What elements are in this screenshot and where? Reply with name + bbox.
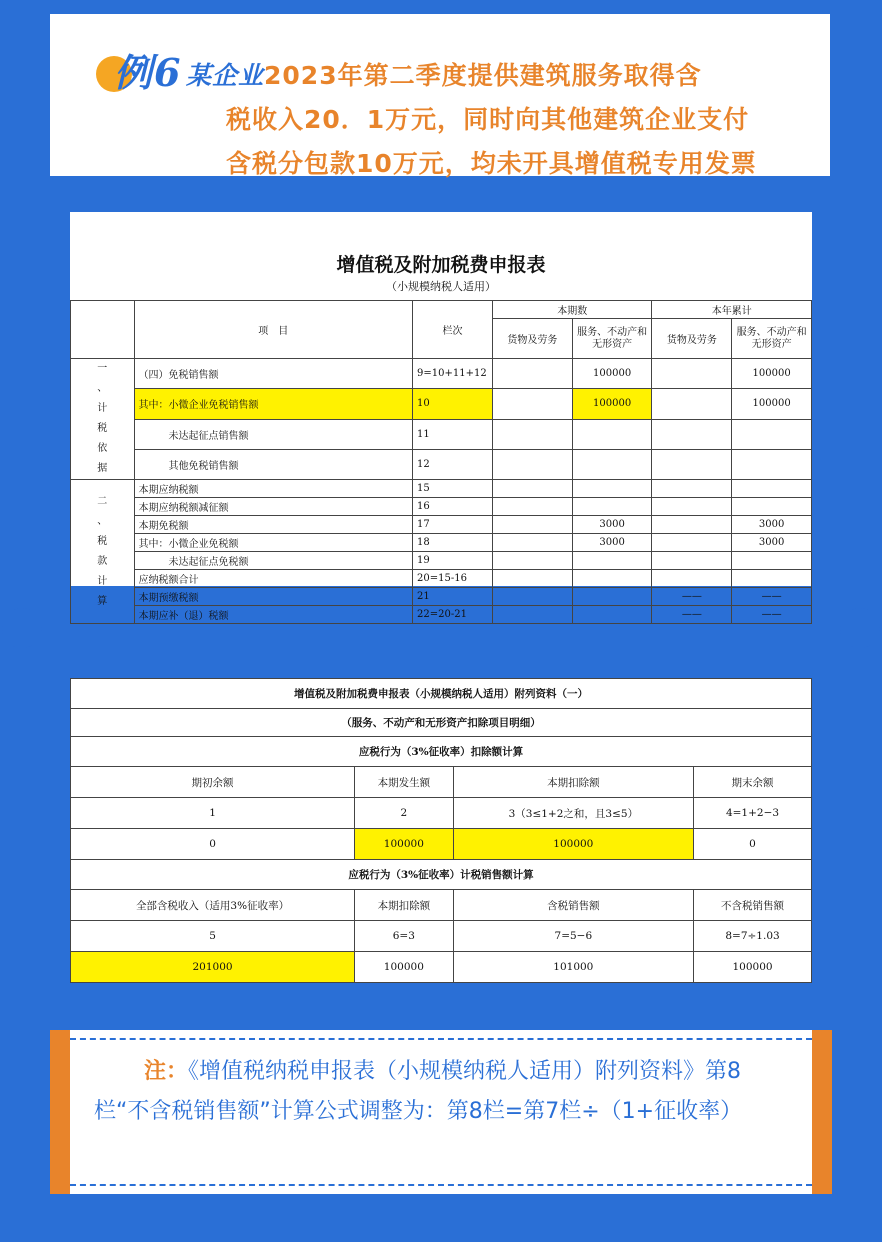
form1-title: 增值税及附加税费申报表	[336, 254, 546, 276]
note-card	[50, 1030, 832, 1194]
form1-col-item: 项 目	[134, 301, 413, 359]
form1-corner	[71, 301, 135, 359]
row-services-ytd	[732, 480, 812, 498]
form2-title: 增值税及附加税费申报表（小规模纳税人适用）附列资料（一）	[71, 679, 812, 709]
form2-b-code: 8=7÷1.03	[694, 921, 812, 952]
row-goods-period	[493, 480, 573, 498]
row-item: 本期应补（退）税额	[134, 606, 413, 624]
declaration-form-card	[50, 194, 832, 622]
row-goods-ytd	[652, 516, 732, 534]
row-services-ytd: ——	[732, 588, 812, 606]
section-char: 计	[97, 403, 108, 414]
row-code: 17	[413, 516, 493, 534]
table-row	[71, 516, 812, 534]
row-item: 本期预缴税额	[134, 588, 413, 606]
row-goods-ytd: ——	[652, 588, 732, 606]
table-row	[71, 570, 812, 588]
row-services-period	[572, 570, 652, 588]
right-notch	[840, 608, 880, 648]
form2-b-value: 100000	[694, 952, 812, 983]
row-code: 20=15-16	[413, 570, 493, 588]
note-text	[94, 1052, 794, 1132]
form2-b-value: 101000	[453, 952, 693, 983]
section-char: 据	[97, 463, 108, 474]
row-services-ytd	[732, 552, 812, 570]
row-item: 其中：小微企业免税销售额	[134, 389, 413, 419]
section-char: 算	[97, 595, 108, 607]
table-row	[71, 552, 812, 570]
table-row	[71, 389, 812, 419]
row-goods-period	[493, 606, 573, 624]
row-services-period: 100000	[572, 359, 652, 389]
row-code: 19	[413, 552, 493, 570]
section-char: 依	[97, 443, 108, 454]
section-char: 税	[97, 535, 108, 547]
form2-a-value: 100000	[355, 829, 454, 860]
form2-a-header: 本期扣除额	[453, 767, 693, 798]
table-row	[71, 534, 812, 552]
row-goods-period	[493, 419, 573, 449]
row-code: 9=10+11+12	[413, 359, 493, 389]
section-char: 一	[97, 363, 108, 374]
form2-a-value: 0	[71, 829, 355, 860]
row-services-ytd: ——	[732, 606, 812, 624]
table-row	[71, 419, 812, 449]
row-services-period	[572, 552, 652, 570]
table-row	[71, 449, 812, 479]
section-char: 款	[97, 555, 108, 567]
attachment-form-card	[50, 660, 832, 1000]
attachment-form-inner	[70, 678, 812, 982]
row-services-period: 3000	[572, 516, 652, 534]
section-char: 税	[97, 423, 108, 434]
headline-line1: 2023年第二季度提供建筑服务取得含	[264, 61, 702, 90]
form2-a-code: 1	[71, 798, 355, 829]
left-notch	[2, 608, 42, 648]
row-goods-ytd	[652, 534, 732, 552]
row-services-ytd: 100000	[732, 359, 812, 389]
table-row	[71, 359, 812, 389]
section-char: 二	[97, 495, 108, 507]
note-label: 注：	[144, 1059, 189, 1084]
row-code: 12	[413, 449, 493, 479]
form2-b-header: 全部含税收入（适用3%征收率）	[71, 890, 355, 921]
row-goods-period	[493, 359, 573, 389]
row-goods-period	[493, 389, 573, 419]
note-dash-top	[70, 1038, 812, 1040]
form2-a-value: 100000	[453, 829, 693, 860]
row-services-period	[572, 606, 652, 624]
declaration-form-inner	[70, 212, 812, 622]
row-item: 未达起征点免税额	[134, 552, 413, 570]
row-services-period: 100000	[572, 389, 652, 419]
form2-a-code: 2	[355, 798, 454, 829]
row-item: （四）免税销售额	[134, 359, 413, 389]
row-goods-ytd	[652, 359, 732, 389]
row-code: 10	[413, 389, 493, 419]
form1-col-services-1: 服务、不动产和无形资产	[572, 319, 652, 359]
form2-b-code: 5	[71, 921, 355, 952]
header-left-bar	[36, 14, 50, 176]
table-row	[71, 588, 812, 606]
row-goods-period	[493, 449, 573, 479]
headline-line2: 税收入20．1万元，同时向其他建筑企业支付	[226, 105, 750, 134]
row-goods-ytd	[652, 552, 732, 570]
row-item: 本期应纳税额	[134, 480, 413, 498]
section-tax-basis	[71, 359, 135, 480]
form2-b-value: 201000	[71, 952, 355, 983]
form2-a-header: 期末余额	[694, 767, 812, 798]
note-right-bar	[812, 1030, 832, 1194]
form2-a-header: 期初余额	[71, 767, 355, 798]
form1-col-ytd: 本年累计	[652, 301, 812, 319]
note-dash-bottom	[70, 1184, 812, 1186]
row-code: 16	[413, 498, 493, 516]
note-left-bar	[50, 1030, 70, 1194]
row-goods-period	[493, 552, 573, 570]
row-item: 应纳税额合计	[134, 570, 413, 588]
form2-b-header: 含税销售额	[453, 890, 693, 921]
table-row	[71, 498, 812, 516]
row-item: 本期应纳税额减征额	[134, 498, 413, 516]
row-item: 其中：小微企业免税额	[134, 534, 413, 552]
headline-line3: 含税分包款10万元，均未开具增值税专用发票	[226, 149, 757, 178]
header-card	[36, 14, 844, 176]
attachment-form	[70, 678, 812, 982]
row-goods-ytd	[652, 449, 732, 479]
row-code: 18	[413, 534, 493, 552]
form1-table	[70, 300, 812, 624]
form2-table	[70, 678, 812, 983]
row-services-period	[572, 588, 652, 606]
table-row	[71, 480, 812, 498]
form1-col-period: 本期数	[493, 301, 652, 319]
note-body: 《增值税纳税申报表（小规模纳税人适用）附列资料》第8栏“不含税销售额”计算公式调整为：第8栏=第7栏÷（1+征收率）	[94, 1059, 743, 1124]
row-services-period	[572, 480, 652, 498]
row-item: 其他免税销售额	[134, 449, 413, 479]
row-code: 11	[413, 419, 493, 449]
form2-b-code: 7=5−6	[453, 921, 693, 952]
row-code: 22=20-21	[413, 606, 493, 624]
form2-a-header: 本期发生额	[355, 767, 454, 798]
form1-col-goods-1: 货物及劳务	[493, 319, 573, 359]
row-services-ytd	[732, 498, 812, 516]
row-goods-ytd	[652, 419, 732, 449]
form1-col-services-2: 服务、不动产和无形资产	[732, 319, 812, 359]
row-services-period	[572, 419, 652, 449]
row-item: 本期免税额	[134, 516, 413, 534]
form1-col-code: 栏次	[413, 301, 493, 359]
row-services-ytd: 3000	[732, 516, 812, 534]
row-code: 15	[413, 480, 493, 498]
form1-col-goods-2: 货物及劳务	[652, 319, 732, 359]
row-services-ytd: 3000	[732, 534, 812, 552]
row-services-ytd	[732, 449, 812, 479]
table-row	[71, 606, 812, 624]
section-char: 、	[97, 515, 108, 527]
row-services-ytd	[732, 570, 812, 588]
badge-text: 例6	[114, 50, 183, 95]
form2-subtitle: （服务、不动产和无形资产扣除项目明细）	[71, 709, 812, 737]
row-services-ytd: 100000	[732, 389, 812, 419]
row-code: 21	[413, 588, 493, 606]
declaration-form	[70, 212, 812, 622]
row-goods-period	[493, 534, 573, 552]
row-goods-period	[493, 588, 573, 606]
row-services-period: 3000	[572, 534, 652, 552]
row-goods-period	[493, 570, 573, 588]
form2-a-value: 0	[694, 829, 812, 860]
form2-section-b: 应税行为（3%征收率）计税销售额计算	[71, 860, 812, 890]
row-goods-period	[493, 516, 573, 534]
section-tax-calc	[71, 480, 135, 624]
form2-b-header: 本期扣除额	[355, 890, 454, 921]
row-goods-period	[493, 498, 573, 516]
section-char: 计	[97, 575, 108, 587]
row-goods-ytd: ——	[652, 606, 732, 624]
form1-subtitle: （小规模纳税人适用）	[386, 280, 496, 293]
form2-section-a: 应税行为（3%征收率）扣除额计算	[71, 737, 812, 767]
form2-b-value: 100000	[355, 952, 454, 983]
form2-a-code: 3（3≤1+2之和，且3≤5）	[453, 798, 693, 829]
headline-prefix: 某企业	[186, 61, 265, 90]
headline	[186, 54, 836, 186]
form2-a-code: 4=1+2−3	[694, 798, 812, 829]
row-item: 未达起征点销售额	[134, 419, 413, 449]
row-goods-ytd	[652, 570, 732, 588]
form2-b-header: 不含税销售额	[694, 890, 812, 921]
row-services-period	[572, 498, 652, 516]
row-services-ytd	[732, 419, 812, 449]
row-goods-ytd	[652, 498, 732, 516]
section-char: 、	[97, 383, 108, 394]
row-goods-ytd	[652, 480, 732, 498]
row-goods-ytd	[652, 389, 732, 419]
row-services-period	[572, 449, 652, 479]
form2-b-code: 6=3	[355, 921, 454, 952]
